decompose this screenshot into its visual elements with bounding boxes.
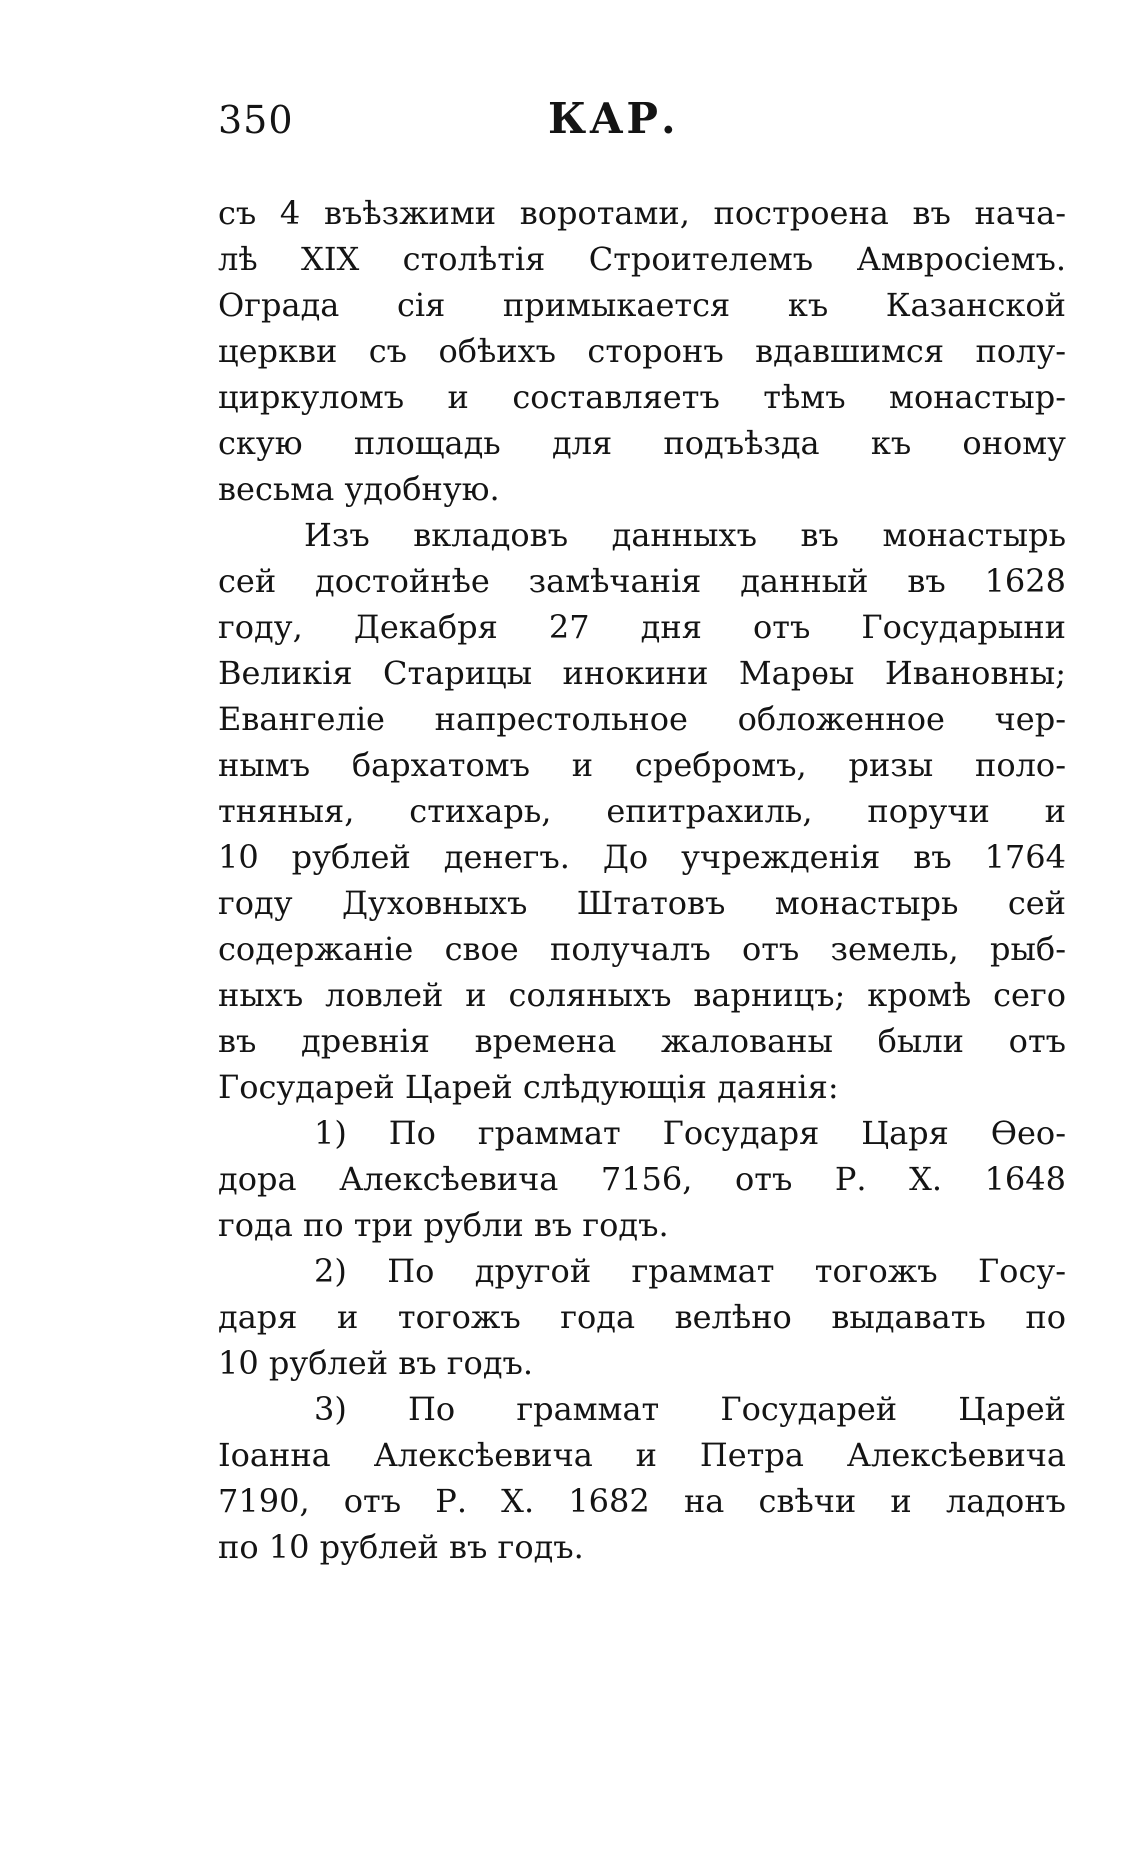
running-head: КАР. [548, 94, 679, 143]
text-line: по 10 рублей въ годъ. [218, 1528, 584, 1566]
paragraph [218, 1110, 1066, 1248]
text-line: сей достойнѣе замѣчанія данный въ 1628 [218, 562, 1066, 600]
text-line: церкви съ обѣихъ сторонъ вдавшимся полу- [218, 332, 1066, 370]
text-line: 1) По граммат Государя Царя Ѳео- [314, 1114, 1066, 1152]
text-line: 10 рублей денегъ. До учрежденія въ 1764 [218, 838, 1066, 876]
text-line: Изъ вкладовъ данныхъ въ монастырь [304, 516, 1066, 554]
text-line: Государей Царей слѣдующія даянія: [218, 1068, 839, 1106]
text-line: скую площадь для подъѣзда къ оному [218, 424, 1066, 462]
text-line: 10 рублей въ годъ. [218, 1344, 534, 1382]
text-line: даря и тогожъ года велѣно выдавать по [218, 1298, 1066, 1336]
paragraph [218, 1248, 1066, 1386]
text-line: весьма удобную. [218, 470, 500, 508]
text-line: въ древнія времена жалованы были отъ [218, 1022, 1066, 1060]
text-line: году, Декабря 27 дня отъ Государыни [218, 608, 1066, 646]
text-line: содержаніе свое получалъ отъ земель, рыб- [218, 930, 1066, 968]
text-line: Іоанна Алексѣевича и Петра Алексѣевича [218, 1436, 1066, 1474]
text-line: дора Алексѣевича 7156, отъ Р. Х. 1648 [218, 1160, 1066, 1198]
text-line: года по три рубли въ годъ. [218, 1206, 669, 1244]
text-line: нымъ бархатомъ и сребромъ, ризы поло- [218, 746, 1066, 784]
text-line: съ 4 въѣзжими воротами, построена въ нача- [218, 194, 1066, 232]
page-body [218, 190, 1066, 1570]
text-line: 2) По другой граммат тогожъ Госу- [314, 1252, 1066, 1290]
text-line: циркуломъ и составляетъ тѣмъ монастыр- [218, 378, 1066, 416]
text-line: Великія Старицы инокини Марѳы Ивановны; [218, 654, 1066, 692]
text-line: ныхъ ловлей и соляныхъ варницъ; кромѣ сего [218, 976, 1066, 1014]
page-number: 350 [218, 98, 294, 142]
text-line: Евангеліе напрестольное обложенное чер- [218, 700, 1066, 738]
paragraph [218, 512, 1066, 1110]
text-line: году Духовныхъ Штатовъ монастырь сей [218, 884, 1066, 922]
text-line: тняныя, стихарь, епитрахиль, поручи и [218, 792, 1066, 830]
text-line: 3) По граммат Государей Царей [314, 1390, 1066, 1428]
paragraph [218, 1386, 1066, 1570]
text-line: 7190, отъ Р. Х. 1682 на свѣчи и ладонъ [218, 1482, 1066, 1520]
text-line: лѣ XIX столѣтія Строителемъ Амвросіемъ. [218, 240, 1066, 278]
page-header [218, 94, 1058, 154]
text-line: Ограда сія примыкается къ Казанской [218, 286, 1066, 324]
paragraph [218, 190, 1066, 512]
